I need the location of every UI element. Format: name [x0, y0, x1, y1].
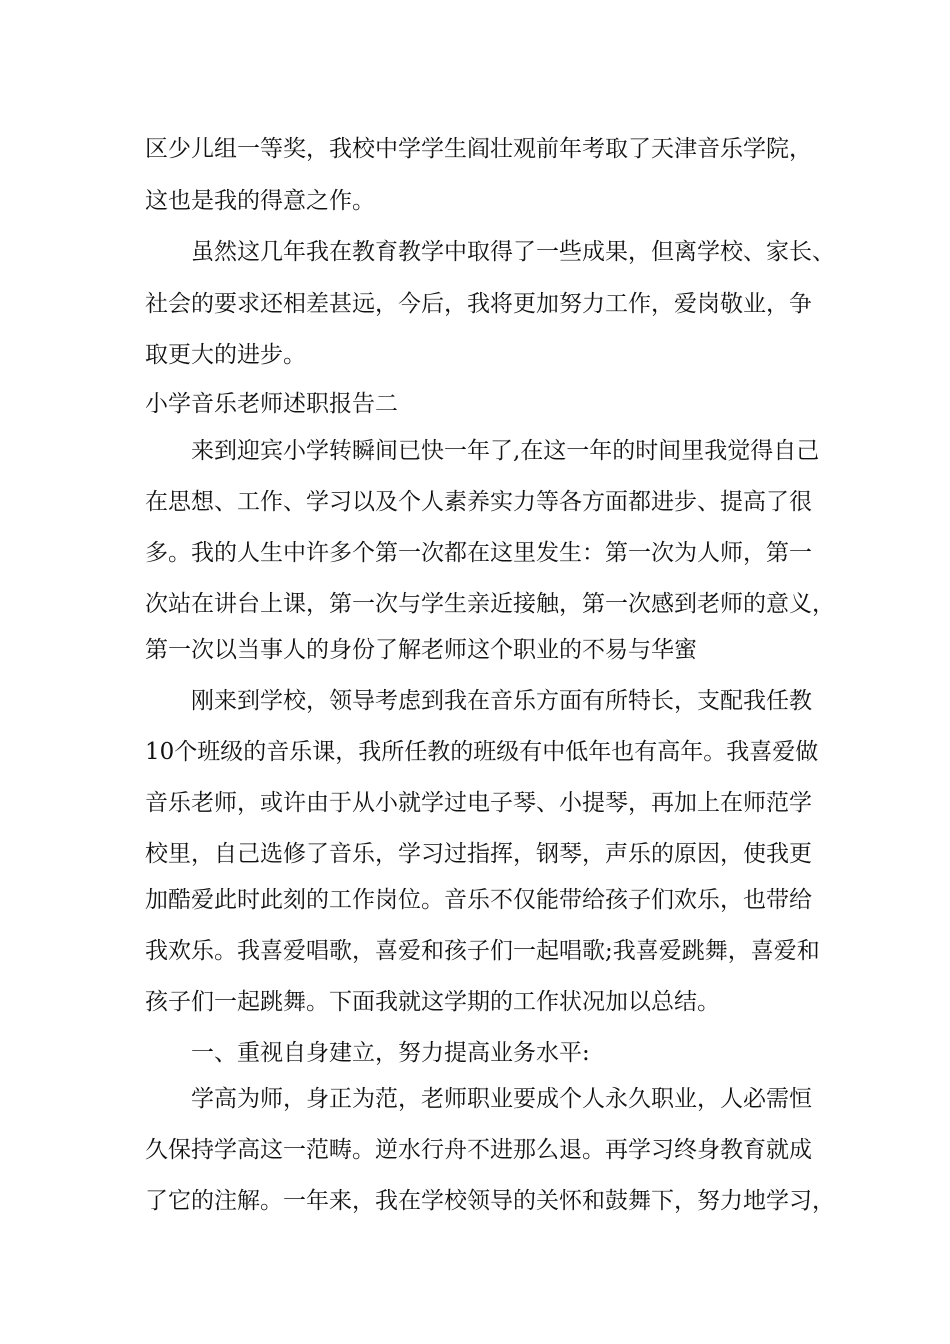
text-line-1: 区少儿组一等奖，我校中学学生阎壮观前年考取了天津音乐学院，	[145, 136, 812, 162]
paragraph-start-line: 刚来到学校，领导考虑到我在音乐方面有所特长，支配我任教	[191, 688, 812, 714]
text-line-2: 这也是我的得意之作。	[145, 188, 375, 214]
text-line-4: 社会的要求还相差甚远，今后，我将更加努力工作，爱岗敬业，争	[145, 291, 812, 317]
text-line-5: 取更大的进步。	[145, 342, 306, 368]
text-line-10: 次站在讲台上课，第一次与学生亲近接触，第一次感到老师的意义，	[145, 591, 835, 617]
text-line-8: 在思想、工作、学习以及个人素养实力等各方面都进步、提高了很	[145, 489, 812, 515]
paragraph-start-line: 学高为师，身正为范，老师职业要成个人永久职业，人必需恒	[191, 1086, 812, 1112]
text-line-14: 音乐老师，或许由于从小就学过电子琴、小提琴，再加上在师范学	[145, 790, 812, 816]
text-line-15: 校里，自己选修了音乐，学习过指挥，钢琴，声乐的原因，使我更	[145, 841, 812, 867]
text-line-22: 了它的注解。一年来，我在学校领导的关怀和鼓舞下，努力地学习，	[145, 1188, 835, 1214]
text-line-18: 孩子们一起跳舞。下面我就这学期的工作状况加以总结。	[145, 989, 720, 1015]
paragraph-start-line: 来到迎宾小学转瞬间已快一年了,在这一年的时间里我觉得自己	[191, 438, 820, 464]
text-line-9: 多。我的人生中许多个第一次都在这里发生：第一次为人师，第一	[145, 540, 812, 566]
text-line-21: 久保持学高这一范畴。逆水行舟不进那么退。再学习终身教育就成	[145, 1137, 812, 1163]
section-heading: 小学音乐老师述职报告二	[145, 391, 398, 417]
text-line-11: 第一次以当事人的身份了解老师这个职业的不易与华蜜	[145, 637, 697, 663]
text-line-16: 加酷爱此时此刻的工作岗位。音乐不仅能带给孩子们欢乐，也带给	[145, 887, 812, 913]
text-line-17: 我欢乐。我喜爱唱歌，喜爱和孩子们一起唱歌;我喜爱跳舞，喜爱和	[145, 938, 820, 964]
paragraph-start-line: 虽然这几年我在教育教学中取得了一些成果，但离学校、家长、	[191, 239, 835, 265]
subsection-heading: 一、重视自身建立，努力提高业务水平:	[191, 1040, 590, 1066]
text-line-13: 10个班级的音乐课，我所任教的班级有中低年也有高年。我喜爱做	[145, 739, 819, 765]
